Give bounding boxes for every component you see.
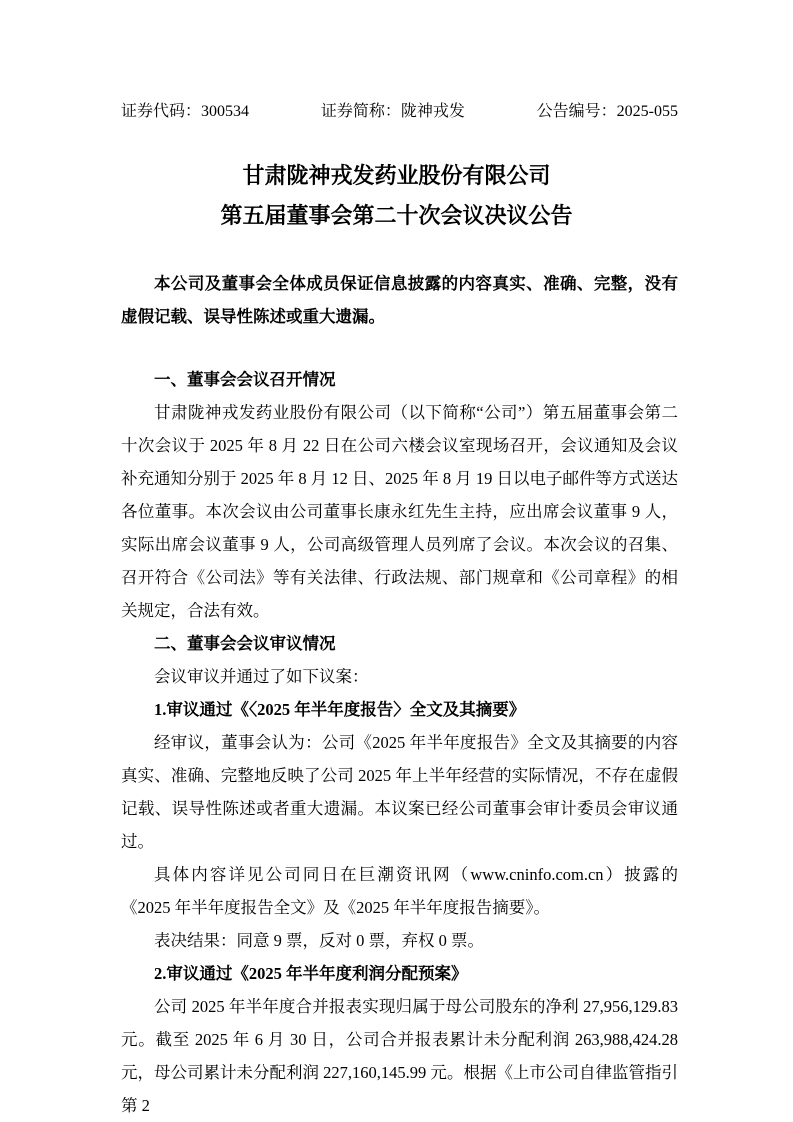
notice-paragraph: 本公司及董事会全体成员保证信息披露的内容真实、准确、完整，没有虚假记载、误导性陈述或重大遗漏。 [121,274,678,326]
announcement-header [121,101,678,123]
document-body [121,267,678,1122]
body-paragraph: 甘肃陇神戎发药业股份有限公司（以下简称“公司”）第五届董事会第二十次会议于 2025 年 8 月 22 日在公司六楼会议室现场召开，会议通知及会议补充通知分别于 2025 年 8 月 12 日、2025 年 8 月 19 日以电子邮件等方式送达各位董事。本次会议由公司董事长康永红先生主持，应出席会议董事 9 人，实际出席会议董事 9 人，公司高级管理人员列席了会议。本次会议的召集、召开符合《公司法》等有关法律、行政法规、部门规章和《公司章程》的相关规定，合法有效。 [121,403,678,620]
body-paragraph: 表决结果：同意 9 票，反对 0 票，弃权 0 票。 [154,931,484,950]
company-title: 甘肃陇神戎发药业股份有限公司 [242,163,551,188]
section-heading: 2.审议通过《2025 年半年度利润分配预案》 [154,964,468,983]
title-block [0,156,793,236]
section-heading: 1.审议通过《〈2025 年半年度报告〉全文及其摘要》 [154,700,526,719]
body-paragraph: 会议审议并通过了如下议案： [154,667,369,686]
section-heading: 二、董事会会议审议情况 [154,634,336,653]
stock-code: 证券代码：300534 [121,103,250,120]
body-paragraph: 经审议，董事会认为：公司《2025 年半年度报告》全文及其摘要的内容真实、准确、完整地反映了公司 2025 年上半年经营的实际情况，不存在虚假记载、误导性陈述或者重大遗漏。本议案已经公司董事会审计委员会审议通过。 [121,733,678,851]
announcement-number: 公告编号：2025-055 [536,103,678,120]
body-paragraph: 公司 2025 年半年度合并报表实现归属于母公司股东的净利 27,956,129.83 元。截至 2025 年 6 月 30 日，公司合并报表累计未分配利润 263,988,424.28 元，母公司累计未分配利润 227,160,145.99 元。根据《上市公司自律监管指引第 2 [121,997,678,1115]
section-heading: 一、董事会会议召开情况 [154,370,336,389]
body-paragraph: 具体内容详见公司同日在巨潮资讯网（www.cninfo.com.cn）披露的《2025 年半年度报告全文》及《2025 年半年度报告摘要》。 [121,865,678,917]
announcement-title: 第五届董事会第二十次会议决议公告 [220,203,573,228]
stock-short-name: 证券简称：陇神戎发 [320,103,465,120]
